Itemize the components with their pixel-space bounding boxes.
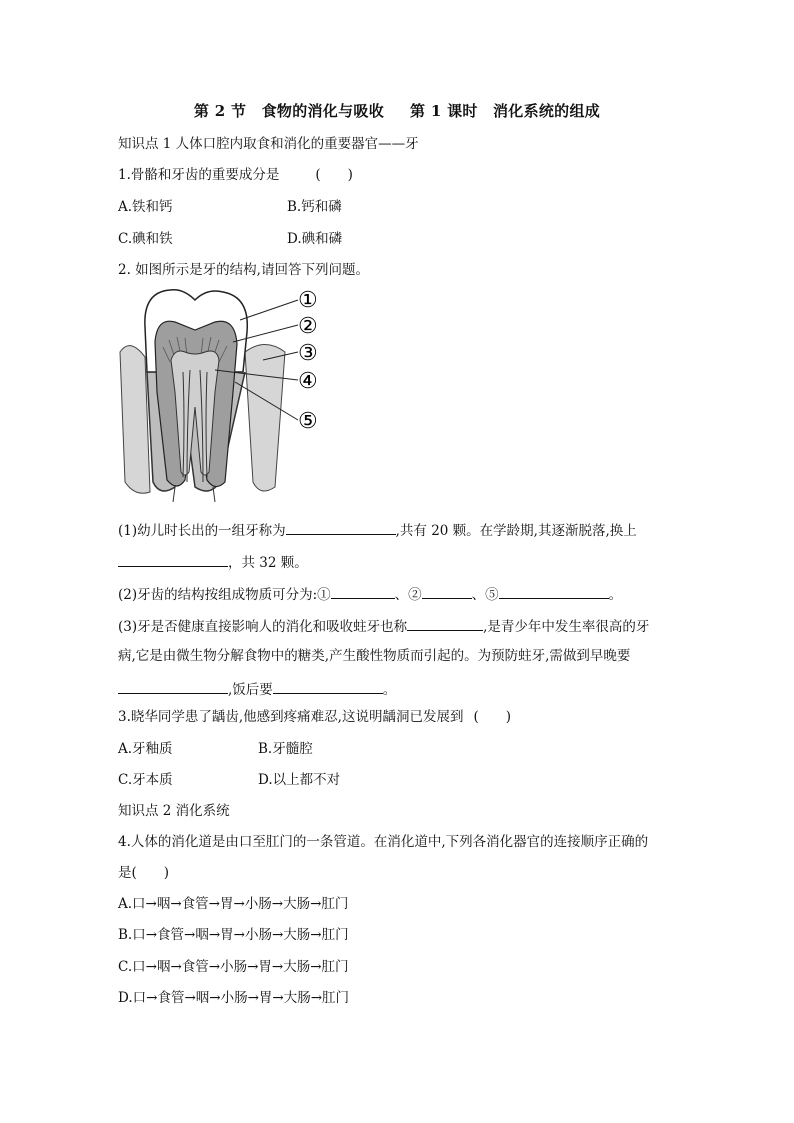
- knowledge-point-2: 知识点 2 消化系统: [118, 803, 230, 819]
- q1-stem-text: 1.骨骼和牙齿的重要成分是: [118, 167, 280, 183]
- q1-answer-paren: ( ): [315, 167, 353, 183]
- q2-blank-7[interactable]: [118, 679, 228, 694]
- tooth-label-1: ①: [298, 288, 318, 313]
- q2-part1-line2: ，共 32 颗。: [118, 552, 308, 572]
- q2-blank-5[interactable]: [499, 584, 609, 599]
- question-3-stem: 3.晓华同学患了龋齿,他感到疼痛难忍,这说明龋洞已发展到 ( ): [118, 709, 512, 725]
- tooth-label-4: ④: [298, 369, 318, 394]
- q2-part1-line1: (1)幼儿时长出的一组牙称为 ,共有 20 颗。在学龄期,其逐渐脱落,换上: [118, 520, 637, 540]
- question-4-stem-line1: 4.人体的消化道是由口至肛门的一条管道。在消化道中,下列各消化器官的连接顺序正确的: [118, 834, 649, 850]
- q2-part3-line1: (3)牙是否健康直接影响人的消化和吸收蛀牙也称 ,是青少年中发生率很高的牙: [118, 616, 649, 636]
- q4-option-c: C.口→咽→食管→小肠→胃→大肠→肛门: [118, 959, 349, 975]
- q4-option-a: A.口→咽→食管→胃→小肠→大肠→肛门: [118, 896, 349, 912]
- q3-option-c: C.牙本质: [118, 772, 173, 788]
- q3-option-b: B.牙髓腔: [258, 741, 313, 757]
- q1-option-d: D.碘和磷: [287, 231, 343, 247]
- tooth-label-3: ③: [298, 341, 318, 366]
- lesson-title: 第 1 课时 消化系统的组成: [410, 102, 601, 120]
- q4-option-d: D.口→食管→咽→小肠→胃→大肠→肛门: [118, 990, 350, 1006]
- q3-option-d: D.以上都不对: [258, 772, 341, 788]
- section-title: 第 2 节 食物的消化与吸收: [193, 102, 384, 120]
- q4-option-b: B.口→食管→咽→胃→小肠→大肠→肛门: [118, 927, 349, 943]
- question-2-stem: 2. 如图所示是牙的结构,请回答下列问题。: [118, 262, 369, 278]
- question-1-stem: [118, 166, 353, 184]
- q2-blank-6[interactable]: [407, 616, 483, 631]
- q3-option-a: A.牙釉质: [118, 741, 173, 757]
- question-4-stem-line2: 是( ): [118, 865, 170, 881]
- knowledge-point-1: 知识点 1 人体口腔内取食和消化的重要器官——牙: [118, 136, 419, 152]
- q1-option-a: A.铁和钙: [118, 199, 173, 215]
- q2-blank-8[interactable]: [273, 679, 383, 694]
- tooth-structure-figure: [115, 282, 340, 507]
- q2-blank-3[interactable]: [331, 584, 395, 599]
- page-title: [0, 100, 794, 121]
- q2-part3-line3: ,饭后要 。: [118, 679, 396, 699]
- tooth-label-5: ⑤: [298, 409, 318, 434]
- q1-option-b: B.钙和磷: [287, 199, 342, 215]
- q2-blank-2[interactable]: [118, 552, 228, 567]
- q1-option-c: C.碘和铁: [118, 231, 173, 247]
- q2-part2-line: (2)牙齿的结构按组成物质可分为:① 、② 、⑤ 。: [118, 584, 622, 604]
- tooth-label-2: ②: [298, 314, 318, 339]
- q2-blank-1[interactable]: [286, 520, 396, 535]
- q2-part3-line2: 病,它是由微生物分解食物中的糖类,产生酸性物质而引起的。为预防蛀牙,需做到早晚要: [118, 648, 631, 664]
- q3-answer-paren: ( ): [473, 709, 512, 725]
- q2-blank-4[interactable]: [422, 584, 472, 599]
